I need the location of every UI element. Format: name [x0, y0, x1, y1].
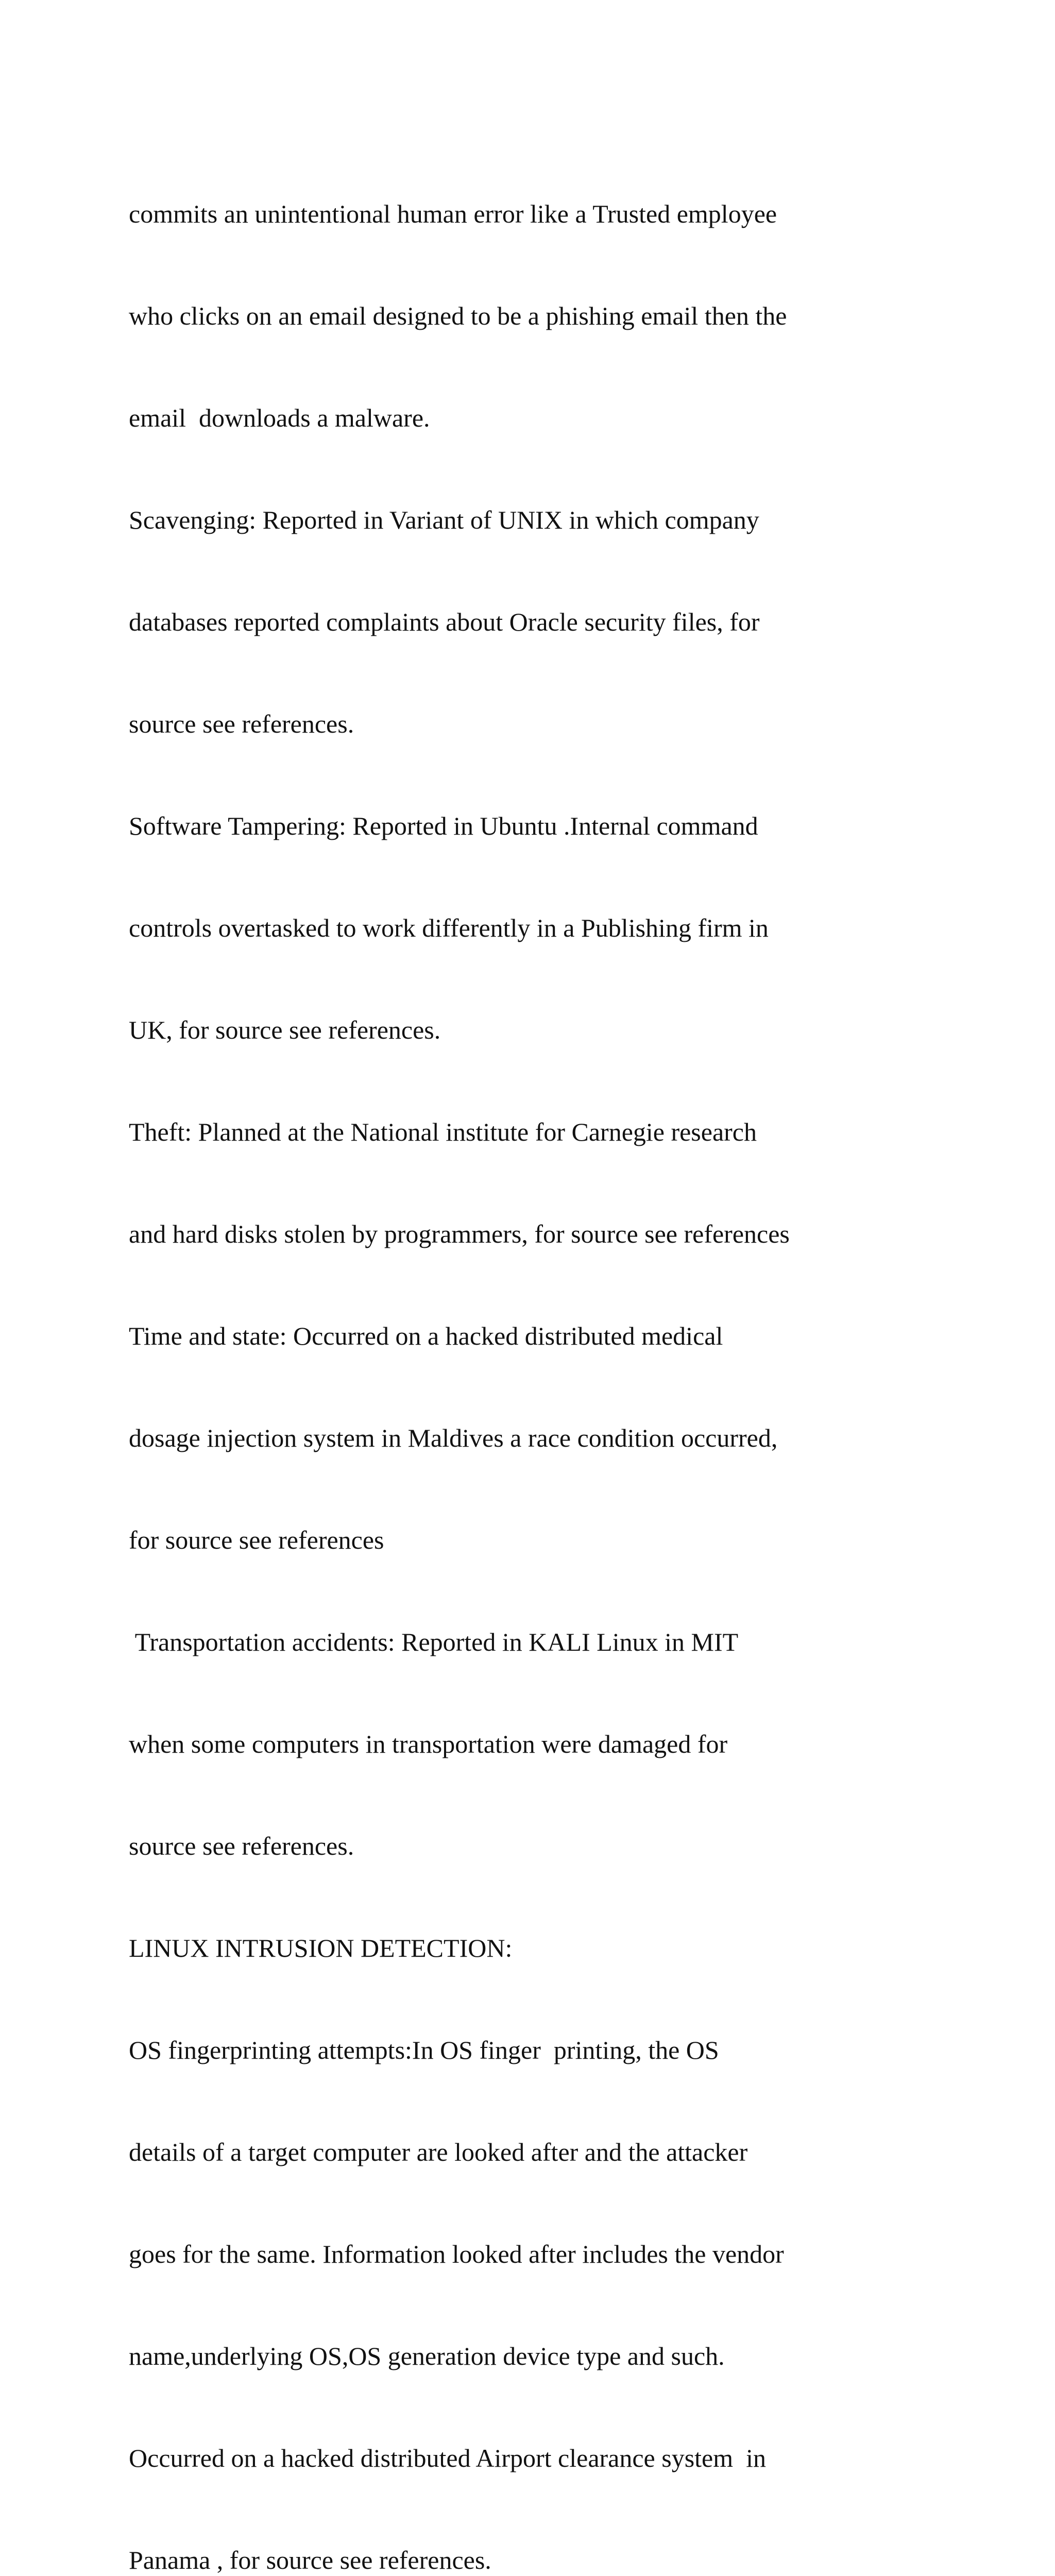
- text-line: UK, for source see references.: [129, 1015, 441, 1044]
- text-line: for source see references: [129, 1526, 384, 1554]
- text-line: Occurred on a hacked distributed Airport clearance system in: [129, 2444, 767, 2472]
- text-line: Panama , for source see references.: [129, 2546, 491, 2574]
- text-line: databases reported complaints about Oracle security files, for: [129, 607, 760, 636]
- text-line: dosage injection system in Maldives a race condition occurred,: [129, 1423, 778, 1452]
- text-line: controls overtasked to work differently in a Publishing firm in: [129, 913, 769, 942]
- text-line: OS fingerprinting attempts:In OS finger printing, the OS: [129, 2036, 719, 2064]
- text-line: who clicks on an email designed to be a phishing email then the: [129, 301, 787, 330]
- text-line: source see references.: [129, 709, 354, 738]
- text-line: Theft: Planned at the National institute for Carnegie research: [129, 1117, 757, 1146]
- text-line: source see references.: [129, 1832, 354, 1860]
- text-line: goes for the same. Information looked after includes the vendor: [129, 2240, 784, 2268]
- document-page: [129, 129, 932, 2576]
- text-line: Software Tampering: Reported in Ubuntu .Internal command: [129, 811, 758, 840]
- text-line: Transportation accidents: Reported in KALI Linux in MIT: [129, 1628, 739, 1656]
- text-line: details of a target computer are looked after and the attacker: [129, 2138, 748, 2166]
- text-line: commits an unintentional human error like a Trusted employee: [129, 199, 777, 228]
- text-line: name,underlying OS,OS generation device type and such.: [129, 2342, 725, 2370]
- text-line: and hard disks stolen by programmers, for source see references: [129, 1219, 790, 1248]
- section-heading: LINUX INTRUSION DETECTION:: [129, 1934, 513, 1962]
- text-line: email downloads a malware.: [129, 403, 430, 432]
- text-line: Time and state: Occurred on a hacked distributed medical: [129, 1321, 723, 1350]
- text-line: when some computers in transportation were damaged for: [129, 1730, 728, 1758]
- text-line: Scavenging: Reported in Variant of UNIX in which company: [129, 505, 759, 534]
